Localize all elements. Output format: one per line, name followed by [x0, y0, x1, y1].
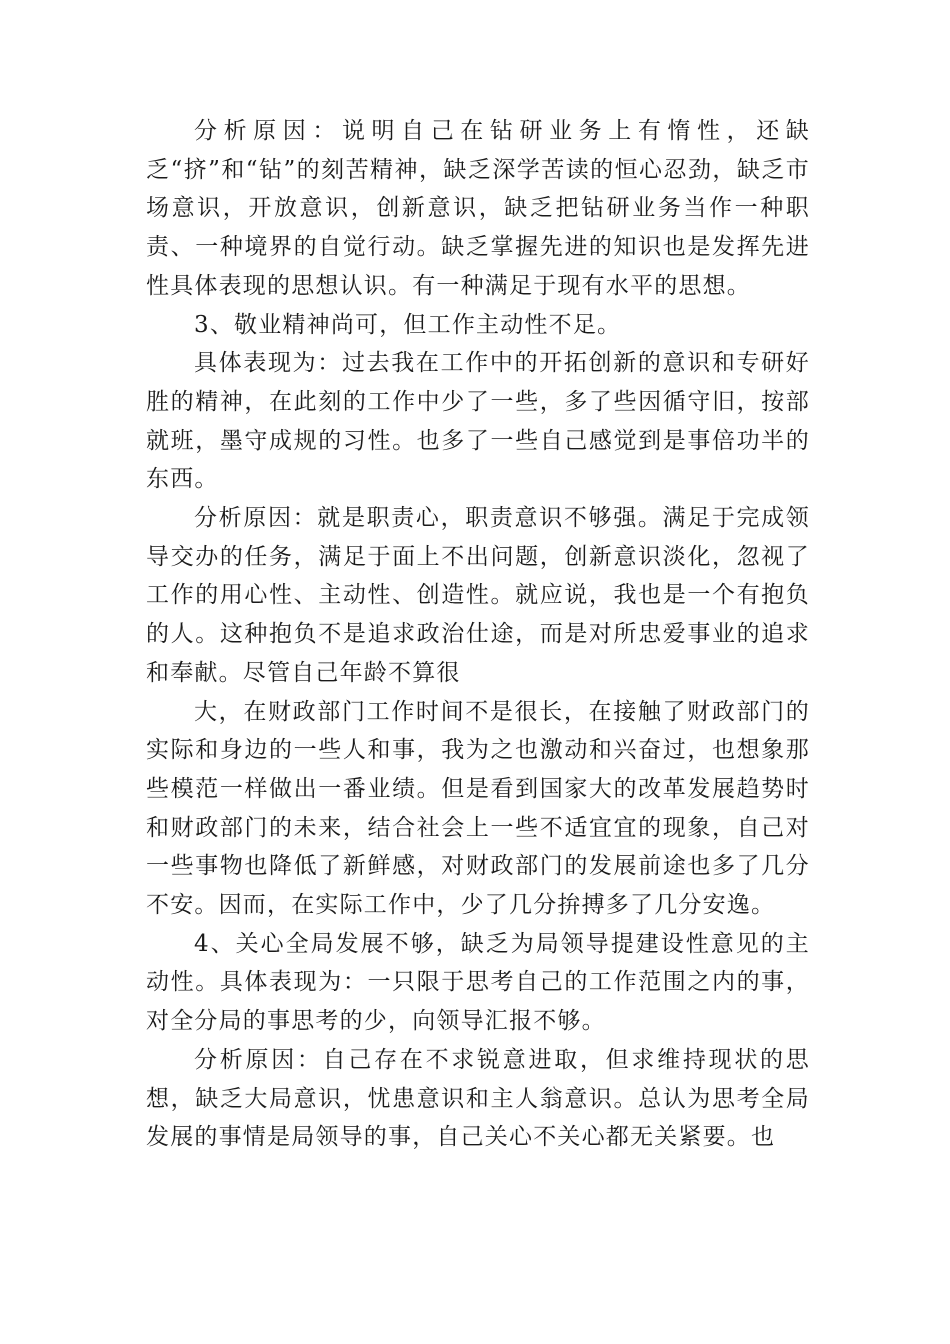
paragraph-analysis-1: 分析原因：说明自己在钻研业务上有惰性，还缺乏“挤”和“钻”的刻苦精神，缺乏深学苦读的恒心忍劲，缺乏市场意识，开放意识，创新意识，缺乏把钻研业务当作一种职责、一种境界的自觉行动。缺乏掌握先进的知识也是发挥先进性具体表现的思想认识。有一种满足于现有水平的思想。 [146, 118, 810, 299]
paragraph-heading-4: 4、关心全局发展不够，缺乏为局领导提建设性意见的主动性。具体表现为：一只限于思考自己的工作范围之内的事，对全分局的事思考的少，向领导汇报不够。 [146, 930, 810, 1035]
paragraph-analysis-3: 分析原因：就是职责心，职责意识不够强。满足于完成领导交办的任务，满足于面上不出问题，创新意识淡化，忽视了工作的用心性、主动性、创造性。就应说，我也是一个有抱负的人。这种抱负不是追求政治仕途，而是对所忠爱事业的追求和奉献。尽管自己年龄不算很 [146, 505, 810, 686]
paragraph-heading-3: 3、敬业精神尚可，但工作主动性不足。 [194, 311, 622, 338]
document-body [146, 112, 810, 1157]
paragraph-analysis-4: 分析原因：自己存在不求锐意进取，但求维持现状的思想，缺乏大局意识，忧患意识和主人翁意识。总认为思考全局发展的事情是局领导的事，自己关心不关心都无关紧要。也 [146, 1046, 810, 1151]
paragraph-analysis-3-continued: 大，在财政部门工作时间不是很长，在接触了财政部门的实际和身边的一些人和事，我为之也激动和兴奋过，也想象那些模范一样做出一番业绩。但是看到国家大的改革发展趋势时和财政部门的未来，结合社会上一些不适宜宜的现象，自己对一些事物也降低了新鲜感，对财政部门的发展前途也多了几分不安。因而，在实际工作中，少了几分拚搏多了几分安逸。 [146, 698, 810, 919]
paragraph-manifestation-3: 具体表现为：过去我在工作中的开拓创新的意识和专研好胜的精神，在此刻的工作中少了一些，多了些因循守旧，按部就班，墨守成规的习性。也多了一些自己感觉到是事倍功半的东西。 [146, 350, 810, 493]
